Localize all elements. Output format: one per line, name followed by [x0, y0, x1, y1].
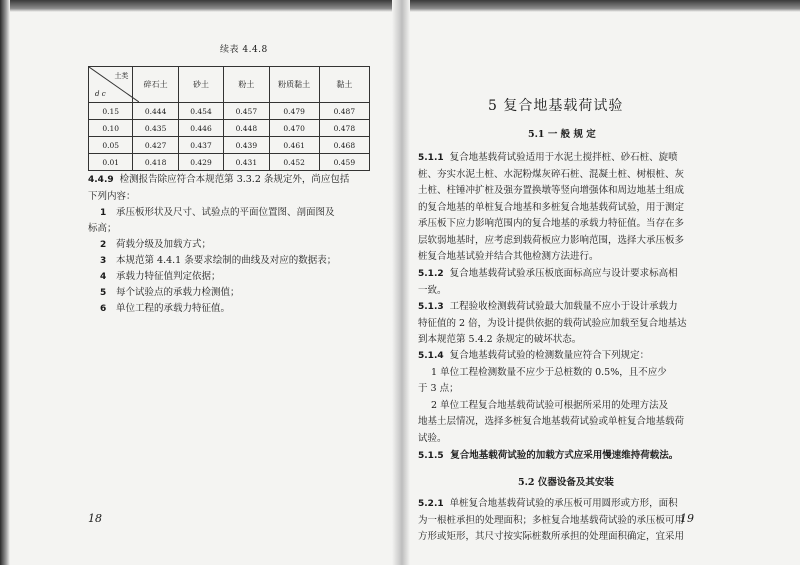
- clause-text: 试验。: [418, 432, 447, 444]
- clause-5-1-1: [418, 150, 718, 266]
- right-page: [418, 0, 718, 565]
- table-corner-cell: [89, 67, 133, 103]
- table-cell: 0.487: [319, 103, 369, 120]
- clause-number: 4.4.9: [88, 175, 114, 185]
- clause-text: 地基土层情况，选择多桩复合地基载荷试验或单桩复合地基载荷: [418, 416, 685, 427]
- clause-text: 2 单位工程复合地基载荷试验可根据所采用的处理方法及: [431, 399, 669, 411]
- clause-text: 方形或矩形，其尺寸按实际桩数所承担的处理面积确定，宜采用: [418, 531, 685, 542]
- clause-text: 复合地基载荷试验的加载方式应采用慢速维持荷载法。: [450, 450, 679, 461]
- clause-5-1-2: [418, 266, 718, 299]
- table-cell: 0.468: [319, 137, 369, 154]
- clause-text: 复合地基载荷试验承压板底面标高应与设计要求标高相: [449, 268, 678, 279]
- row-dc: 0.10: [89, 120, 133, 137]
- table-cell: 0.444: [133, 103, 178, 120]
- clause-first-line: [418, 266, 718, 283]
- list-item: 标高；: [88, 223, 117, 234]
- table-cell: 0.418: [133, 154, 178, 171]
- clause-text: 土桩、柱锤冲扩桩及强夯置换墩等竖向增强体和周边地基土组成: [418, 185, 685, 196]
- table-row: [89, 137, 370, 154]
- column-header: 粉土: [224, 67, 269, 103]
- clause-text: 的复合地基的单桩复合地基和多桩复合地基载荷试验，用于测定: [418, 201, 685, 213]
- clause-number: 5.1.5: [418, 451, 444, 461]
- row-dc: 0.05: [89, 137, 133, 154]
- list-item: 4 承载力特征值判定依据；: [100, 271, 221, 282]
- corner-bottom-label: d c: [95, 90, 106, 98]
- clause-4-4-9: [88, 172, 388, 205]
- clause-text: 一致。: [418, 284, 447, 296]
- clause-text: 单桩复合地基载荷试验的承压板可用圆形或方形，面积: [449, 498, 678, 509]
- coefficient-table: [88, 66, 370, 171]
- table-cell: 0.461: [269, 137, 319, 154]
- clause-text: 桩、夯实水泥土桩、水泥粉煤灰碎石桩、混凝土桩、树根桩、灰: [418, 168, 685, 180]
- clause-number: 5.1.3: [418, 302, 444, 312]
- table-cell: 0.427: [133, 137, 178, 154]
- page-number-left: 18: [88, 512, 102, 525]
- clause-number: 5.1.2: [418, 269, 444, 279]
- section-heading-5-2: 5.2 仪器设备及其安装: [518, 477, 614, 488]
- clause-text: 复合地基载荷试验的检测数量应符合下列规定：: [449, 350, 650, 361]
- page-number-right: 19: [680, 512, 694, 525]
- column-header: 黏土: [319, 67, 369, 103]
- clause-5-2-1: [418, 496, 718, 546]
- table-cell: 0.435: [133, 120, 178, 137]
- clause-text: 于 3 点；: [418, 383, 459, 394]
- list-item: 1 承压板形状及尺寸、试验点的平面位置图、剖面图及: [100, 207, 335, 218]
- table-cell: 0.459: [319, 154, 369, 171]
- clause-5-1-4: [418, 348, 718, 447]
- clause-number: 5.2.1: [418, 499, 444, 509]
- table-row: [89, 154, 370, 171]
- table-cell: 0.454: [178, 103, 223, 120]
- clause-first-line: [418, 348, 718, 365]
- clause-first-line: [88, 172, 388, 189]
- table-row: [89, 120, 370, 137]
- clause-number: 5.1.1: [418, 153, 444, 163]
- section-heading-5-1: 5.1 一 般 规 定: [528, 129, 596, 140]
- clause-first-line: [418, 496, 718, 513]
- table-header-row: [89, 67, 370, 103]
- table-cell: 0.429: [178, 154, 223, 171]
- clause-text: 工程验收检测载荷试验最大加载量不应小于设计承载力: [449, 301, 678, 312]
- list-item: 6 单位工程的承载力特征值。: [100, 303, 231, 314]
- table-cell: 0.470: [269, 120, 319, 137]
- clause-text: 承压板下应力影响范围内的复合地基的承载力特征值。当存在多: [418, 218, 685, 229]
- list-item: 2 荷载分级及加载方式；: [100, 239, 212, 250]
- clause-text: 特征值的 2 倍，为设计提供依据的载荷试验应加载至复合地基达: [418, 317, 687, 329]
- table-cell: 0.479: [269, 103, 319, 120]
- clause-5-1-5: [418, 448, 718, 465]
- clause-text: 检测报告除应符合本规范第 3.3.2 条规定外，尚应包括: [119, 174, 350, 185]
- clause-first-line: [418, 299, 718, 316]
- clause-number: 5.1.4: [418, 351, 444, 361]
- clause-text-2: 下列内容：: [88, 190, 136, 202]
- clause-5-1-3: [418, 299, 718, 349]
- left-page: [70, 0, 370, 565]
- column-header: 碎石土: [133, 67, 178, 103]
- clause-text: 为一根桩承担的处理面积；多桩复合地基载荷试验的承压板可用: [418, 514, 685, 526]
- table-cell: 0.431: [224, 154, 269, 171]
- row-dc: 0.15: [89, 103, 133, 120]
- table-cell: 0.478: [319, 120, 369, 137]
- scan-left-shadow: [0, 0, 10, 565]
- table-cell: 0.457: [224, 103, 269, 120]
- table-cell: 0.446: [178, 120, 223, 137]
- clause-text: 复合地基载荷试验适用于水泥土搅拌桩、砂石桩、旋喷: [449, 152, 678, 163]
- corner-top-label: 土类: [114, 72, 129, 80]
- clause-text: 桩复合地基试验并结合其他检测方法进行。: [418, 251, 599, 262]
- clause-text: 层软弱地基时，应考虑到载荷板应力影响范围，选择大承压板多: [418, 234, 685, 246]
- table-cell: 0.437: [178, 137, 223, 154]
- table-caption: 续表 4.4.8: [220, 45, 268, 55]
- chapter-title: 5 复合地基载荷试验: [488, 98, 624, 114]
- table-cell: 0.452: [269, 154, 319, 171]
- table-row: [89, 103, 370, 120]
- list-item: 5 每个试验点的承载力检测值；: [100, 287, 240, 298]
- book-spine: [392, 0, 410, 565]
- clause-first-line: [418, 150, 718, 167]
- clause-text: 到本规范第 5.4.2 条规定的破坏状态。: [418, 334, 582, 345]
- clause-text: 1 单位工程检测数量不应少于总桩数的 0.5%，且不应少: [431, 366, 667, 378]
- column-header: 粉质黏土: [269, 67, 319, 103]
- row-dc: 0.01: [89, 154, 133, 171]
- column-header: 砂土: [178, 67, 223, 103]
- table-cell: 0.439: [224, 137, 269, 154]
- table-cell: 0.448: [224, 120, 269, 137]
- list-item: 3 本规范第 4.4.1 条要求绘制的曲线及对应的数据表；: [100, 255, 337, 266]
